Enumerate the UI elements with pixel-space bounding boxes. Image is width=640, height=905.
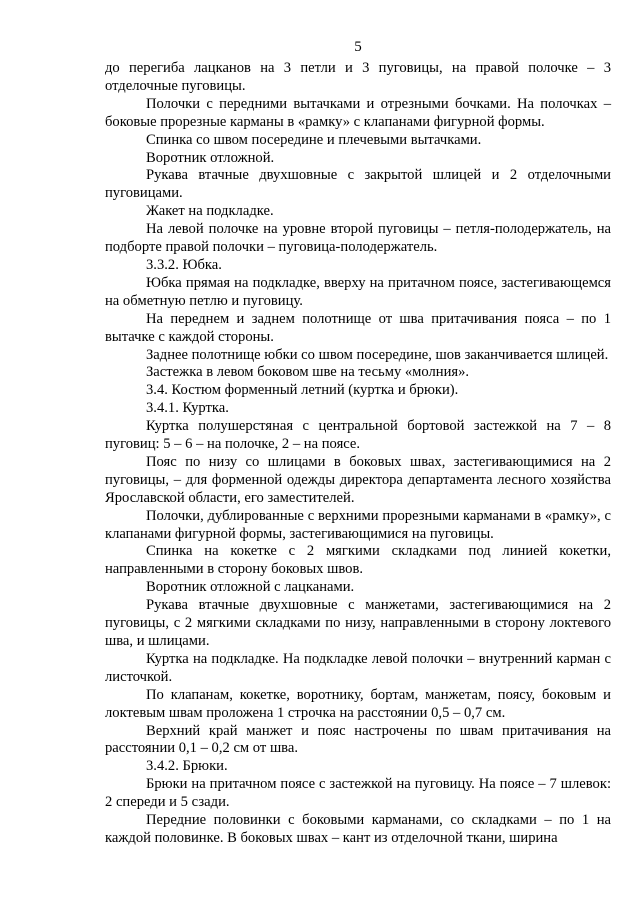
paragraph: Рукава втачные двухшовные с закрытой шлицей и 2 отделочными пуговицами. [105,167,611,202]
paragraph: 3.4.1. Куртка. [146,400,229,417]
paragraph: Полочки, дублированные с верхними прорезными карманами в «рамку», с клапанами фигурной формы, застегивающимися на пуговицы. [105,507,611,542]
paragraph: 3.4.2. Брюки. [146,758,228,775]
paragraph: Передние половинки с боковыми карманами, со складками – по 1 на каждой половинке. В боковых швах – кант из отделочной ткани, ширина [105,812,611,846]
paragraph: Спинка со швом посередине и плечевыми вытачками. [146,131,482,148]
paragraph: Рукава втачные двухшовные с манжетами, застегивающимися на 2 пуговицы, с 2 мягкими складками по низу, направленными в сторону локтевого шва, и шлицами. [105,597,611,649]
paragraph: до перегиба лацканов на 3 петли и 3 пуговицы, на правой полочке – 3 отделочные пуговицы. [105,60,611,94]
paragraph: Куртка полушерстяная с центральной бортовой застежкой на 7 – 8 пуговиц: 5 – 6 – на полочке, 2 – на поясе. [105,418,611,453]
paragraph: Юбка прямая на подкладке, вверху на притачном поясе, застегивающемся на обметную петлю и пуговицу. [105,274,611,309]
paragraph: 3.4. Костюм форменный летний (куртка и брюки). [146,382,459,399]
paragraph: Жакет на подкладке. [146,203,274,220]
page-number: 5 [354,39,362,55]
paragraph: На левой полочке на уровне второй пуговицы – петля-полодержатель, на подборте правой полочки – пуговица-полодержатель. [105,221,611,256]
paragraph: Воротник отложной с лацканами. [146,579,355,596]
paragraph: Воротник отложной. [146,149,275,166]
paragraph: Куртка на подкладке. На подкладке левой полочки – внутренний карман с листочкой. [105,650,611,685]
paragraph: По клапанам, кокетке, воротнику, бортам, манжетам, поясу, боковым и локтевым швам проложена 1 строчка на расстоянии 0,5 – 0,7 см. [105,686,611,721]
paragraph: Брюки на притачном поясе с застежкой на пуговицу. На поясе – 7 шлевок: 2 спереди и 5 сзади. [105,776,611,811]
paragraph: Верхний край манжет и пояс настрочены по швам притачивания на расстоянии 0,1 – 0,2 см от шва. [105,722,611,757]
paragraph: Спинка на кокетке с 2 мягкими складками под линией кокетки, направленными в сторону боковых швов. [105,543,611,578]
paragraph: Пояс по низу со шлицами в боковых швах, застегивающимися на 2 пуговицы, – для форменной одежды директора департамента лесного хозяйства Ярославской области, его заместителей. [105,453,611,506]
paragraph: Заднее полотнище юбки со швом посередине, шов заканчивается шлицей. [146,346,609,363]
paragraph: 3.3.2. Юбка. [146,256,222,273]
document-body [105,60,611,848]
paragraph: Застежка в левом боковом шве на тесьму «молния». [146,364,470,381]
paragraph: На переднем и заднем полотнище от шва притачивания пояса – по 1 вытачке с каждой стороны. [105,310,611,345]
paragraph: Полочки с передними вытачками и отрезными бочками. На полочках – боковые прорезные карманы в «рамку» с клапанами фигурной формы. [105,95,611,130]
document-page [105,38,611,848]
